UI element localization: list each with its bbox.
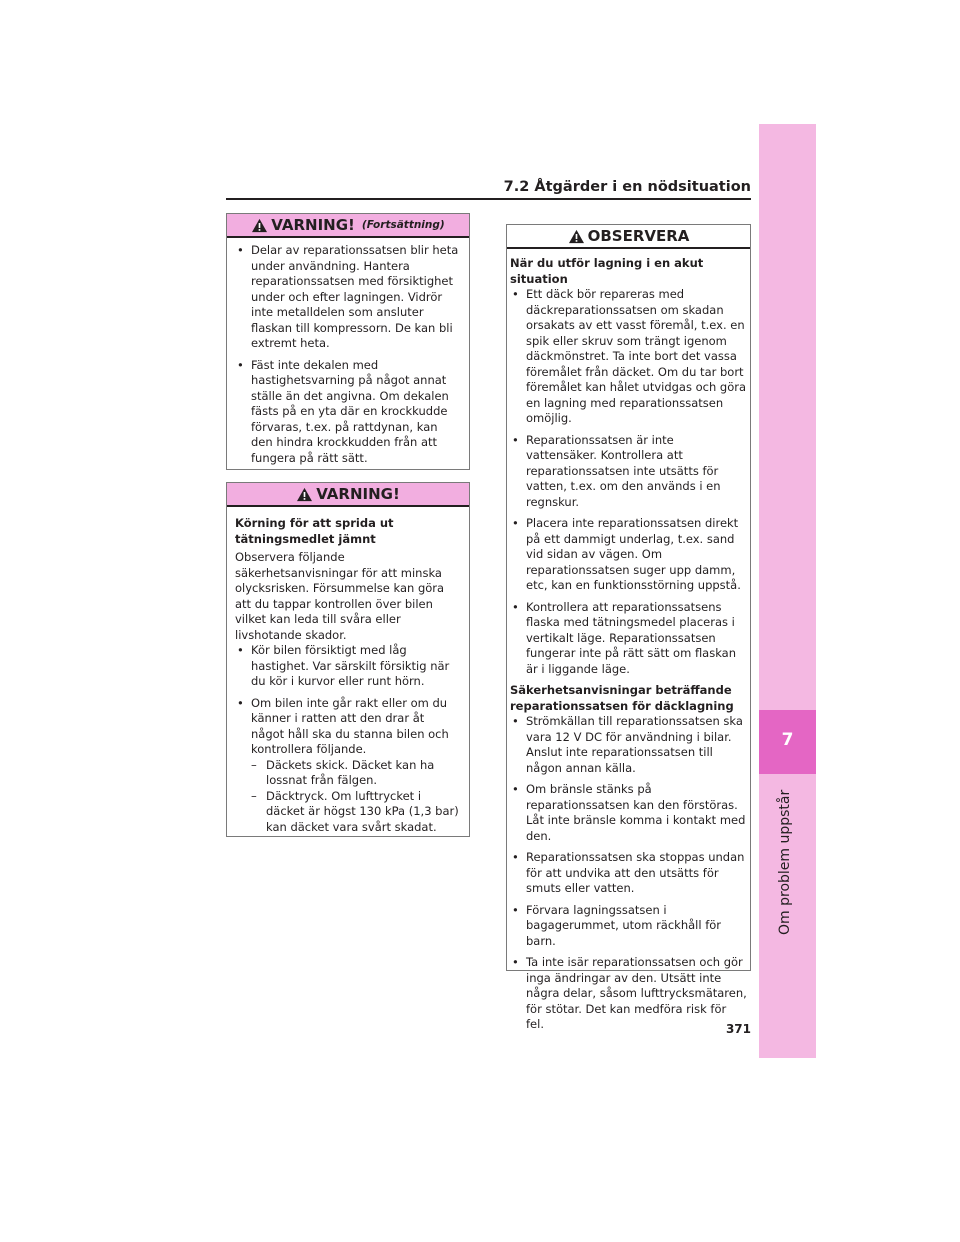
warning-content (227, 507, 469, 841)
chapter-title: Om problem uppstår (777, 790, 793, 936)
header-rule (226, 198, 751, 200)
chapter-number: 7 (781, 730, 794, 750)
list-item: • Reparationssatsen är inte vattensäker. Kontrollera att reparationssatsen inte utsätts för vatten, t.ex. om den används i en regnskur. (512, 432, 721, 509)
warning-box-header (227, 214, 469, 238)
list-item: • Fäst inte dekalen med hastighetsvarning på något annat ställe än det angivna. Om dekalen fästs på en yta där en krockkudde förvaras, t.ex. på rattdynan, kan den hindra krockkudden från att fungera på rätt sätt. (237, 357, 449, 465)
list-item: • Reparationssatsen ska stoppas undan för att undvika att den utsätts för smuts eller vatten. (512, 850, 745, 895)
chapter-side-tab (759, 124, 816, 1058)
warning-box-header (227, 483, 469, 507)
list-item: • Kontrollera att reparationssatsens flaska med tätningsmedel placeras i vertikalt läge. Reparationssatsen fungerar inte på rätt sätt om flaskan är i liggande läge. (512, 599, 737, 676)
notice-heading: När du utför lagning i en akut situation (510, 256, 704, 286)
sub-list-item: – Däcktryck. Om lufttrycket i däcket är högst 130 kPa (1,3 bar) kan däcket vara svårt skadat. (251, 788, 459, 834)
list-item: • Kör bilen försiktigt med låg hastighet. Var särskilt försiktig när du kör i kurvor eller runt hörn. (237, 643, 450, 688)
list-item: • Delar av reparationssatsen blir heta under användning. Hantera reparationssatsen med försiktighet under och efter lagningen. Vidrör inte metalldelen som ansluter flaskan till kompressorn. De kan bli extremt heta. (237, 243, 459, 350)
warning-triangle-icon (251, 218, 268, 233)
warning-title: VARNING! (316, 485, 400, 503)
warning-heading: Körning för att sprida ut tätningsmedlet jämnt (235, 516, 394, 546)
list-item: • Om bränsle stänks på reparationssatsen kan den förstöras. Låt inte bränsle komma i kontakt med den. (512, 782, 746, 843)
warning-triangle-icon (568, 229, 585, 244)
list-item: • Strömkällan till reparationssatsen ska vara 12 V DC för användning i bilar. Anslut inte reparationssatsen till någon annan källa. (512, 714, 743, 775)
notice-title: OBSERVERA (587, 227, 690, 245)
warning-content (227, 238, 469, 478)
page-number: 371 (725, 1022, 751, 1036)
sub-list-item: – Däckets skick. Däcket kan ha lossnat från fälgen. (251, 757, 435, 787)
warning-title: VARNING! (271, 216, 355, 234)
list-item: • Ett däck bör repareras med däckreparationssatsen om skadan orsakats av ett vasst föremål, t.ex. en spik eller skruv som trängt igenom däckmönstret. Ta inte bort det vassa föremålet från däcket. Om du tar bort föremålet kan hålet utvidgas och göra en lagning med reparationssatsen omöjlig. (512, 287, 747, 425)
notice-heading: Säkerhetsanvisningar beträffande reparationssatsen för däcklagning (510, 683, 734, 713)
list-item: • Placera inte reparationssatsen direkt på ett dammigt underlag, t.ex. sand vid sidan av vägen. Om reparationssatsen suger upp damm, etc, kan en funktionsstörning uppstå. (512, 516, 741, 592)
warning-subtitle: (Fortsättning) (361, 219, 445, 231)
warning-triangle-icon (296, 487, 313, 502)
notice-box-header (507, 225, 750, 249)
notice-content (507, 249, 750, 1039)
warning-box-continued (226, 213, 470, 470)
warning-intro: Observera följande säkerhetsanvisningar för att minska olycksrisken. Försummelse kan göra att du tappar kontrollen över bilen vilket kan leda till svåra eller livshotande skador. (235, 550, 445, 642)
list-item: • Förvara lagningssatsen i bagagerummet, utom räckhåll för barn. (512, 902, 722, 948)
list-item: • Ta inte isär reparationssatsen och gör inga ändringar av den. Utsätt inte några delar, såsom lufttrycksmätaren, för stötar. Det kan medföra risk för fel. (512, 955, 747, 1031)
list-item: • Om bilen inte går rakt eller om du känner i ratten att den drar åt något håll ska du stanna bilen och kontrollera följande. (237, 695, 449, 756)
warning-box (226, 482, 470, 837)
section-header: 7.2 Åtgärder i en nödsituation (503, 179, 751, 195)
